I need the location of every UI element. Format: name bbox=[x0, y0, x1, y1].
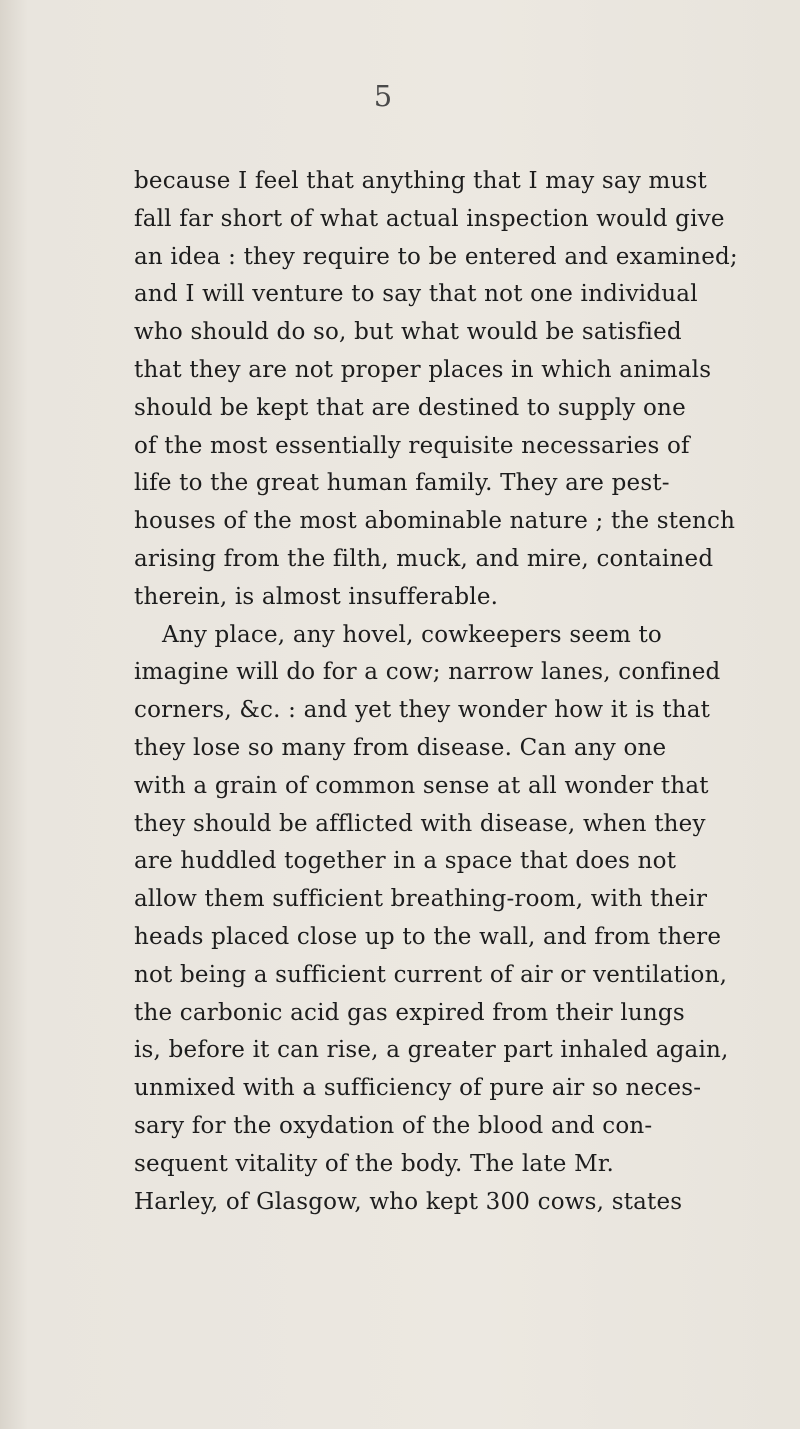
page-number: 5 bbox=[373, 79, 393, 113]
text-line: of the most essentially requisite necessaries of bbox=[134, 432, 690, 459]
body-text bbox=[134, 163, 794, 1221]
text-line: arising from the filth, muck, and mire, contained bbox=[134, 545, 714, 572]
text-line: the carbonic acid gas expired from their lungs bbox=[134, 999, 685, 1026]
text-line: allow them sufficient breathing-room, with their bbox=[134, 886, 708, 913]
paragraph-start-line: Any place, any hovel, cowkeepers seem to bbox=[162, 621, 662, 648]
text-line: because I feel that anything that I may say must bbox=[134, 168, 707, 194]
text-line: they lose so many from disease. Can any one bbox=[134, 734, 667, 761]
text-line: life to the great human family. They are pest- bbox=[134, 470, 670, 497]
text-line: an idea : they require to be entered and examined; bbox=[134, 243, 738, 270]
text-line: imagine will do for a cow; narrow lanes, confined bbox=[134, 659, 721, 686]
text-line: sary for the oxydation of the blood and con- bbox=[134, 1112, 653, 1139]
text-line: houses of the most abominable nature ; the stench bbox=[134, 508, 736, 535]
text-line: not being a sufficient current of air or ventilation, bbox=[134, 961, 728, 988]
text-line: should be kept that are destined to supply one bbox=[134, 394, 686, 421]
text-line: that they are not proper places in which animals bbox=[134, 356, 712, 383]
text-line: Harley, of Glasgow, who kept 300 cows, states bbox=[134, 1188, 683, 1215]
text-line: are huddled together in a space that does not bbox=[134, 848, 677, 875]
text-line: is, before it can rise, a greater part inhaled again, bbox=[134, 1037, 729, 1064]
text-line: sequent vitality of the body. The late Mr. bbox=[134, 1150, 615, 1177]
text-line: they should be afflicted with disease, when they bbox=[134, 810, 706, 837]
text-line: who should do so, but what would be satisfied bbox=[134, 319, 682, 346]
text-line: therein, is almost insufferable. bbox=[134, 583, 499, 610]
text-line: with a grain of common sense at all wonder that bbox=[134, 772, 709, 799]
text-line: corners, &c. : and yet they wonder how it is that bbox=[134, 697, 711, 724]
text-line: and I will venture to say that not one individual bbox=[134, 281, 698, 308]
text-line: heads placed close up to the wall, and from there bbox=[134, 923, 722, 950]
text-line: fall far short of what actual inspection would give bbox=[134, 205, 725, 232]
text-line: unmixed with a sufficiency of pure air so neces- bbox=[134, 1075, 702, 1102]
